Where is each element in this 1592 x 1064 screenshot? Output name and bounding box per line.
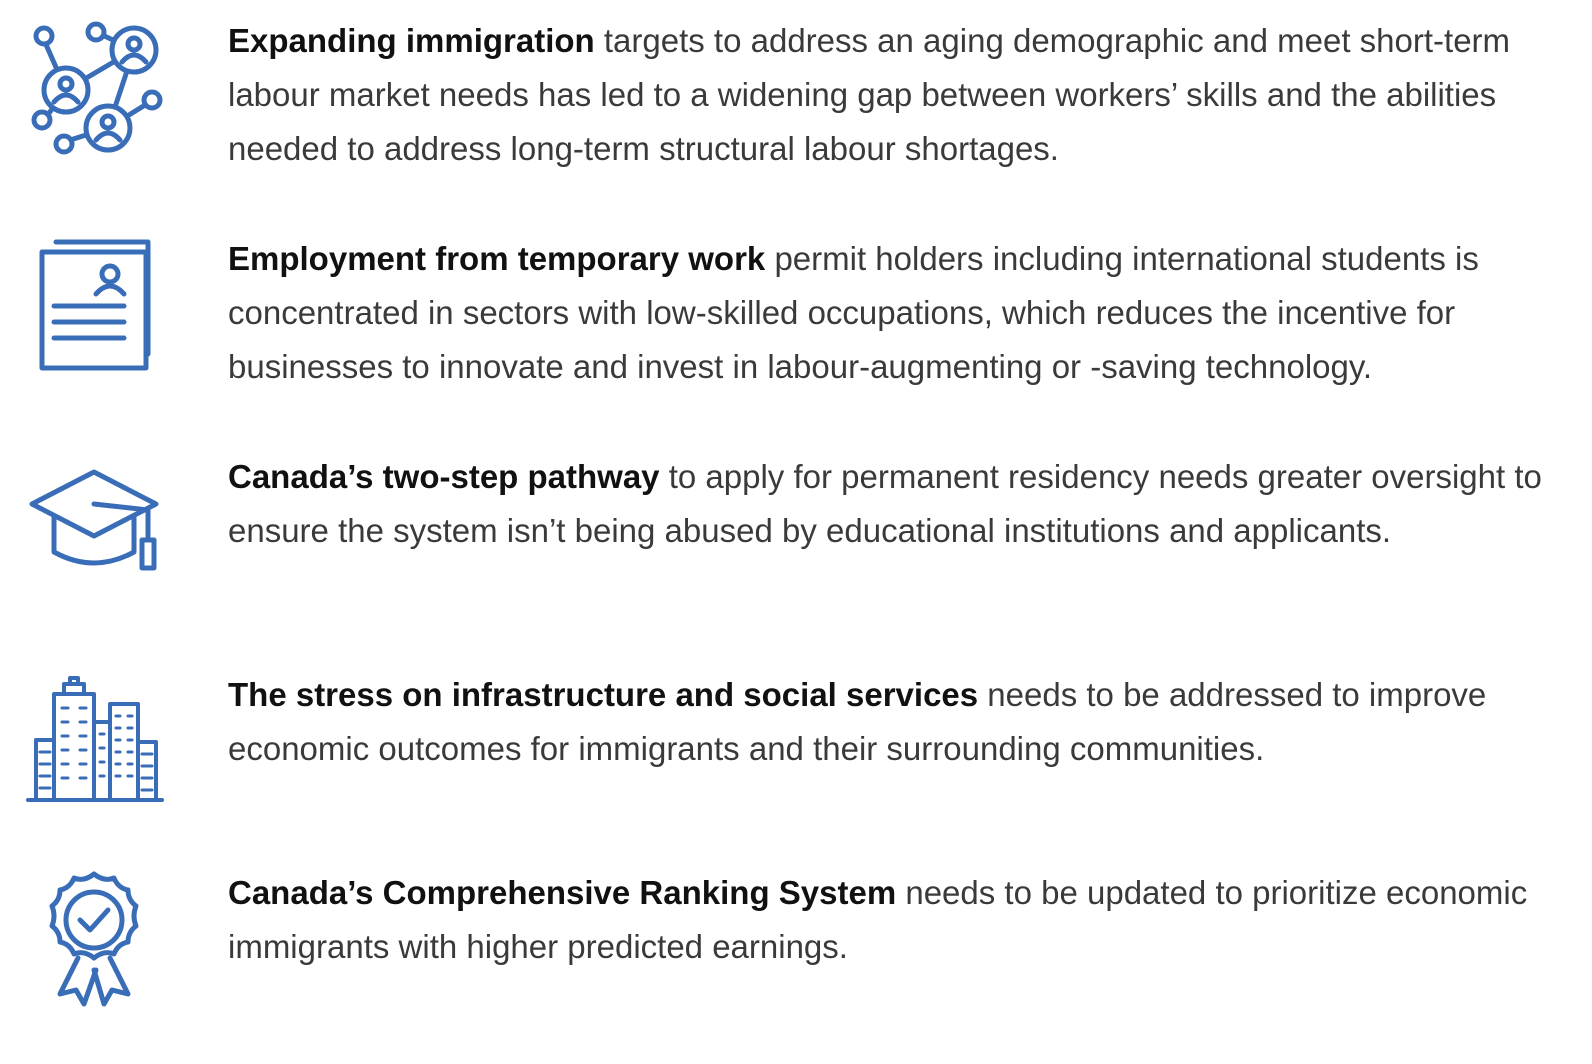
item-text [228, 450, 1568, 558]
item-text [228, 866, 1568, 974]
item-lead: Employment from temporary work [228, 240, 766, 277]
item-text [228, 668, 1568, 776]
item-body: needs to be addressed to improve economic outcomes for immigrants and their surrounding communities. [228, 676, 1487, 767]
award-ribbon-icon [24, 866, 174, 1016]
resume-document-icon [24, 234, 174, 384]
item-body: permit holders including international students is concentrated in sectors with low-skilled occupations, which reduces the incentive for businesses to innovate and invest in labour-augmenting or -saving technology. [228, 240, 1479, 385]
item-lead: Canada’s Comprehensive Ranking System [228, 874, 897, 911]
item-text [228, 14, 1568, 176]
network-people-icon [24, 18, 174, 168]
item-lead: Canada’s two-step pathway [228, 458, 660, 495]
graduation-cap-icon [24, 454, 174, 604]
item-body: to apply for permanent residency needs greater oversight to ensure the system isn’t being abused by educational institutions and applicants. [228, 458, 1542, 549]
city-buildings-icon [24, 668, 174, 818]
item-lead: Expanding immigration [228, 22, 595, 59]
item-text [228, 232, 1568, 394]
item-body: targets to address an aging demographic and meet short-term labour market needs has led to a widening gap between workers’ skills and the abilities needed to address long-term structural labour shortages. [228, 22, 1511, 167]
item-lead: The stress on infrastructure and social services [228, 676, 979, 713]
item-body: needs to be updated to prioritize economic immigrants with higher predicted earnings. [228, 874, 1528, 965]
